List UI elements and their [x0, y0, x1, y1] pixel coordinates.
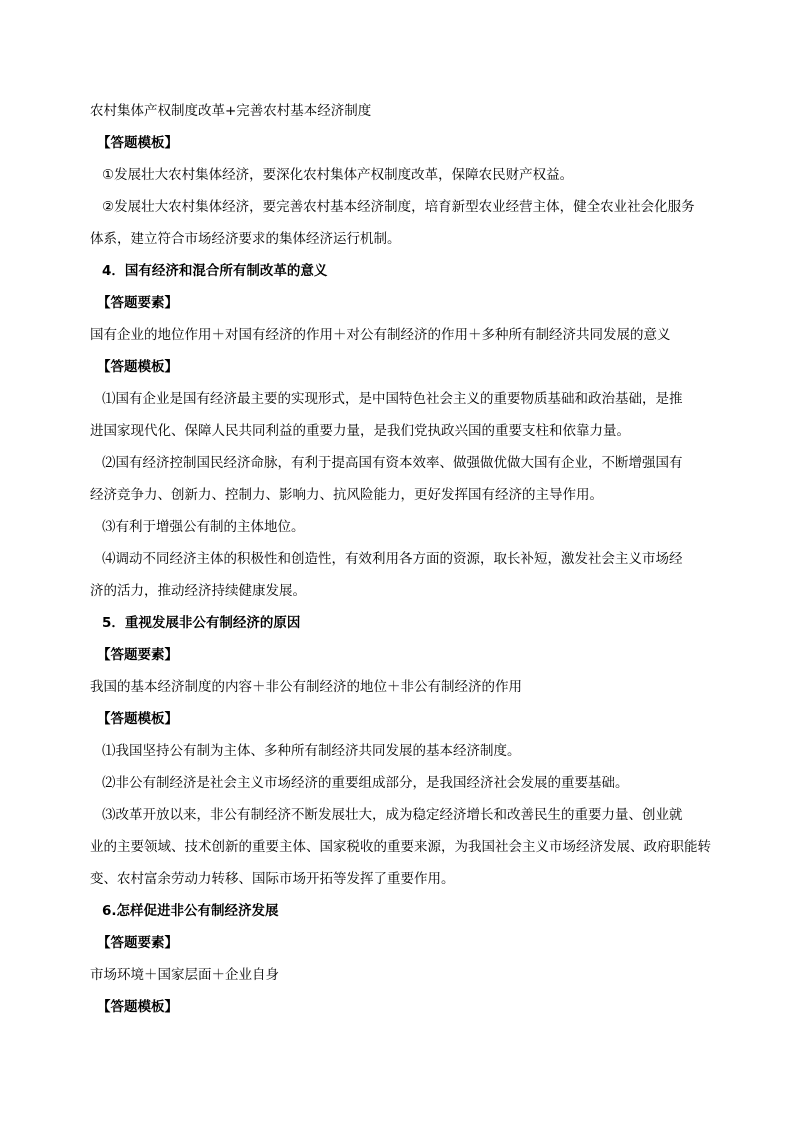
template-point-4-continued: 济的活力，推动经济持续健康发展。	[90, 583, 306, 599]
template-point-3-continued: 业的主要领域、技术创新的重要主体、国家税收的重要来源，为我国社会主义市场经济发展、政府职能转	[90, 839, 711, 855]
section-heading-5: 5．重视发展非公有制经济的原因	[102, 615, 301, 631]
template-point-1: ⑴我国坚持公有制为主体、多种所有制经济共同发展的基本经济制度。	[102, 743, 521, 759]
answer-template-label: 【答题模板】	[97, 359, 178, 375]
answer-template-label: 【答题模板】	[97, 999, 178, 1015]
template-point-2-continued: 体系，建立符合市场经济要求的集体经济运行机制。	[90, 231, 401, 247]
section-heading-6: 6.怎样促进非公有制经济发展	[102, 903, 279, 919]
answer-elements-text: 农村集体产权制度改革+完善农村基本经济制度	[90, 103, 372, 119]
answer-template-label: 【答题模板】	[97, 711, 178, 727]
template-point-1: ⑴国有企业是国有经济最主要的实现形式，是中国特色社会主义的重要物质基础和政治基础，是推	[102, 391, 683, 407]
answer-template-label: 【答题模板】	[97, 135, 178, 151]
answer-elements-label: 【答题要素】	[97, 935, 178, 951]
template-point-3: ⑶改革开放以来，非公有制经济不断发展壮大，成为稳定经济增长和改善民生的重要力量、创业就	[102, 807, 683, 823]
answer-elements-label: 【答题要素】	[97, 647, 178, 663]
template-point-1: ①发展壮大农村集体经济，要深化农村集体产权制度改革，保障农民财产权益。	[102, 167, 574, 183]
answer-elements-text: 国有企业的地位作用＋对国有经济的作用＋对公有制经济的作用＋多种所有制经济共同发展的意义	[90, 327, 671, 343]
template-point-3: ⑶有利于增强公有制的主体地位。	[102, 519, 305, 535]
answer-elements-text: 我国的基本经济制度的内容＋非公有制经济的地位＋非公有制经济的作用	[90, 679, 522, 695]
template-point-1-continued: 进国家现代化、保障人民共同利益的重要力量，是我们党执政兴国的重要支柱和依靠力量。	[90, 423, 630, 439]
template-point-2-continued: 经济竞争力、创新力、控制力、影响力、抗风险能力，更好发挥国有经济的主导作用。	[90, 487, 603, 503]
answer-elements-text: 市场环境＋国家层面＋企业自身	[90, 967, 279, 983]
section-heading-4: 4．国有经济和混合所有制改革的意义	[102, 263, 328, 279]
answer-elements-label: 【答题要素】	[97, 295, 178, 311]
template-point-4: ⑷调动不同经济主体的积极性和创造性，有效利用各方面的资源，取长补短，激发社会主义市场经	[102, 551, 683, 567]
template-point-2: ⑵非公有制经济是社会主义市场经济的重要组成部分，是我国经济社会发展的重要基础。	[102, 775, 629, 791]
template-point-2: ②发展壮大农村集体经济，要完善农村基本经济制度，培育新型农业经营主体，健全农业社会化服务	[102, 199, 695, 215]
template-point-2: ⑵国有经济控制国民经济命脉，有利于提高国有资本效率、做强做优做大国有企业，不断增强国有	[102, 455, 683, 471]
template-point-3-continued: 变、农村富余劳动力转移、国际市场开拓等发挥了重要作用。	[90, 871, 455, 887]
